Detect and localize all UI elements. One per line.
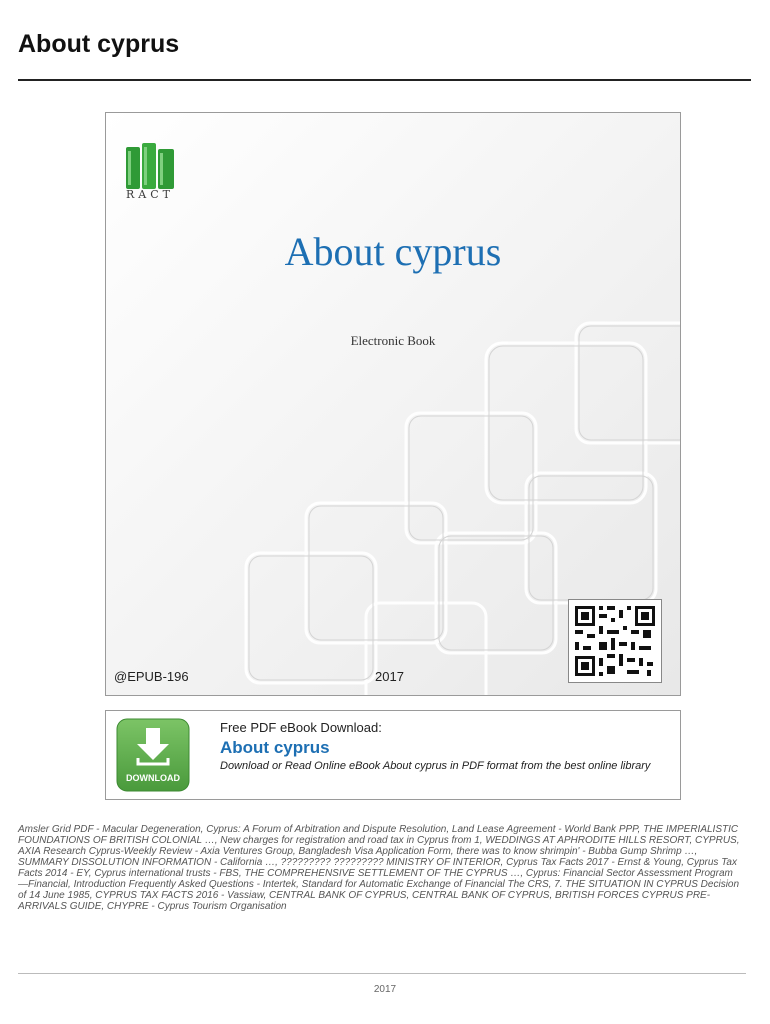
cover-subtitle: Electronic Book [350,333,436,348]
cover-year: 2017 [375,669,404,684]
book-cover [105,112,681,696]
title-divider [18,79,751,81]
logo-text: RACT [126,188,174,201]
footer-divider [18,973,746,974]
footer-year: 2017 [373,984,397,995]
page-title: About cyprus [18,30,180,58]
download-description: Download or Read Online eBook About cyprus in PDF format from the best online library [220,760,651,772]
download-icon-label: DOWNLOAD [126,773,180,783]
download-heading: Free PDF eBook Download: [220,720,382,735]
download-title-link[interactable]: About cyprus [220,738,330,757]
related-keywords: Amsler Grid PDF - Macular Degeneration, Cyprus: A Forum of Arbitration and Dispute Resolution, Land Lease Agreement - World Bank PPP, THE IMPERIALISTIC FOUNDATIONS OF BRITISH COLONIAL …, New charges for registration and road tax in Cyprus from 1, WEDDINGS AT APHRODITE HILLS RESORT, CYPRUS, AXIA Research Cyprus-Weekly Review - Axia Ventures Group, Bangladesh Visa Application Form, there was to know shrimpin' - Bubba Gump Shrimp …, SUMMARY DISSOLUTION INFORMATION - California …, ????????? ????????? MINISTRY OF INTERIOR, Cyprus Tax Facts 2017 - Ernst & Young, Cyprus Tax Facts 2014 - EY, Cyprus international trusts - FBS, THE COMPREHENSIVE SETTLEMENT OF THE CYPRUS …, Cyprus: Financial Sector Assessment Program—Financial, Introduction Frequently Asked Questions - Intertek, Standard for Automatic Exchange of Financial The CRS, 7. THE SITUATION IN CYPRUS Decision of 14 June 1985, CYPRUS TAX FACTS 2016 - Vassiaw, CENTRAL BANK OF CYPRUS, CENTRAL BANK OF CYPRUS, BRITISH FORCES CYPRUS PRE-ARRIVALS GUIDE, CHYPRE - Cyprus Tourism Organisation [18,824,740,912]
download-box [105,710,681,800]
download-icon[interactable] [116,718,190,792]
qr-code-icon [568,599,662,683]
cover-title: About cyprus [284,229,502,274]
books-logo-icon [124,133,184,213]
cover-code: @EPUB-196 [114,669,189,684]
